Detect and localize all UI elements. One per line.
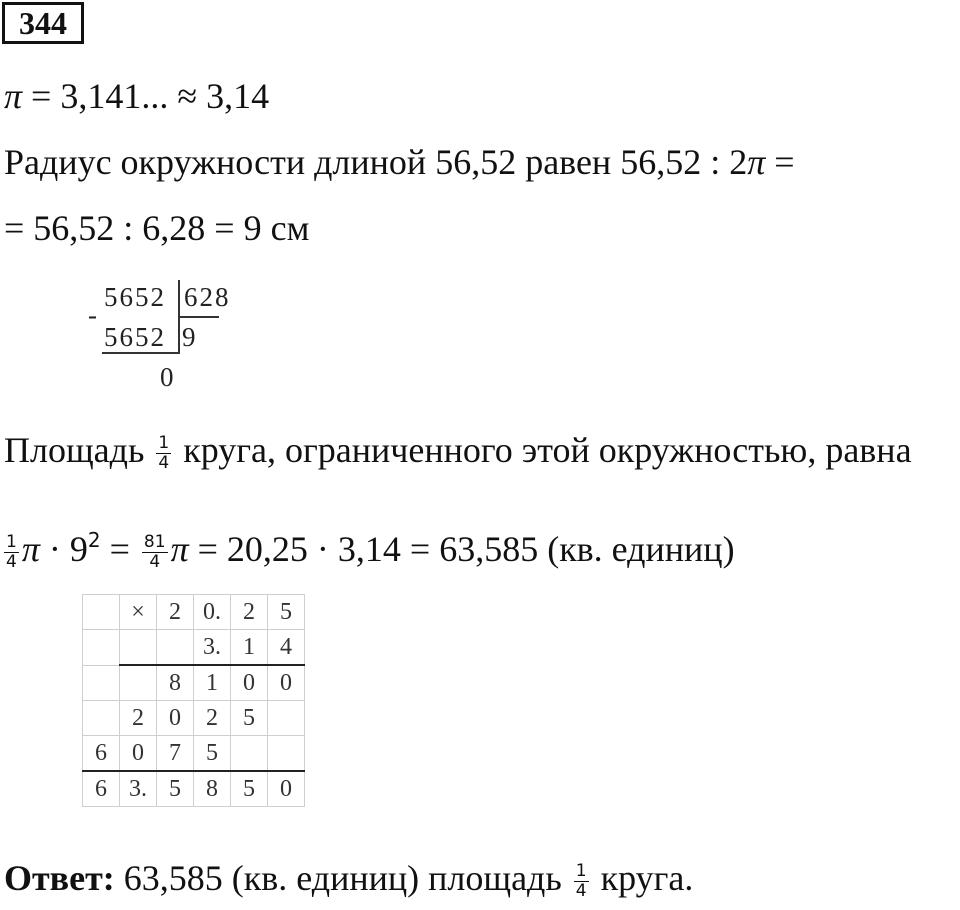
fraction-denominator: 4 (158, 453, 170, 474)
table-cell: 4 (268, 630, 305, 666)
fraction-one-quarter (156, 434, 171, 473)
table-cell: 0 (120, 736, 157, 772)
answer-line (4, 858, 693, 901)
radius-tail: = (765, 142, 795, 182)
table-cell: 5 (231, 771, 268, 807)
fraction-denominator: 4 (6, 552, 17, 573)
table-cell: × (120, 595, 157, 630)
pi-symbol: π (170, 529, 189, 569)
table-cell (83, 701, 120, 736)
division-quotient: 9 (182, 322, 198, 352)
table-cell: 6 (83, 736, 120, 772)
table-cell (83, 630, 120, 666)
table-cell: 1 (231, 630, 268, 666)
table-row (83, 701, 305, 736)
table-cell: 5 (194, 736, 231, 772)
exponent: 2 (87, 528, 101, 552)
area-intro-text: Площадь (4, 430, 145, 470)
division-divisor: 628 (184, 282, 231, 312)
table-cell (268, 736, 305, 772)
table-cell: 1 (194, 665, 231, 701)
table-cell (120, 630, 157, 666)
fraction-one-quarter (574, 862, 589, 901)
table-cell: 5 (231, 701, 268, 736)
table-cell (83, 665, 120, 701)
area-line-1 (4, 430, 912, 473)
problem-number: 344 (2, 2, 84, 44)
table-row (83, 771, 305, 807)
area-eq: = (100, 529, 139, 569)
table-row (83, 630, 305, 666)
table-cell: 5 (268, 595, 305, 630)
table-cell: 7 (157, 736, 194, 772)
pi-symbol: π (21, 529, 40, 569)
division-divisor-underline (179, 316, 219, 318)
table-cell: 3. (120, 771, 157, 807)
fraction-numerator: 81 (143, 532, 166, 553)
fraction-81-quarters (142, 533, 168, 572)
table-cell (231, 736, 268, 772)
area-result: = 20,25 · 3,14 = 63,585 (кв. единиц) (188, 529, 735, 569)
table-row (83, 665, 305, 701)
fraction-denominator: 4 (149, 552, 161, 573)
table-cell (157, 630, 194, 666)
table-cell: 2 (231, 595, 268, 630)
table-row (83, 736, 305, 772)
multiplication-table (82, 594, 305, 807)
table-cell: 8 (157, 665, 194, 701)
table-row (83, 595, 305, 630)
fraction-numerator: 1 (6, 532, 17, 553)
division-dividend: 5652 (104, 282, 166, 312)
division-subtrahend: 5652 (104, 322, 166, 352)
table-cell: 5 (157, 771, 194, 807)
answer-label: Ответ: (4, 858, 115, 898)
table-cell: 2 (194, 701, 231, 736)
fraction-denominator: 4 (575, 881, 587, 902)
radius-text: Радиус окружности длиной 56,52 равен 56,52 : 2 (4, 142, 748, 182)
table-cell (120, 665, 157, 701)
division-subtrahend-underline (102, 352, 180, 354)
table-cell: 3. (194, 630, 231, 666)
fraction-one-quarter (4, 533, 19, 572)
area-mid: · 9 (39, 529, 88, 569)
pi-symbol: π (4, 76, 23, 116)
fraction-numerator: 1 (158, 433, 170, 454)
table-cell: 0 (157, 701, 194, 736)
pi-symbol: π (747, 142, 766, 182)
table-cell: 0 (268, 771, 305, 807)
table-cell: 6 (83, 771, 120, 807)
radius-line-2: = 56,52 : 6,28 = 9 см (4, 208, 310, 248)
division-minus: - (88, 300, 99, 330)
table-cell (83, 595, 120, 630)
table-cell (268, 701, 305, 736)
area-line-2 (4, 520, 735, 572)
table-cell: 2 (120, 701, 157, 736)
table-cell: 2 (157, 595, 194, 630)
table-cell: 0 (268, 665, 305, 701)
table-cell: 8 (194, 771, 231, 807)
pi-approximation-line (4, 76, 269, 116)
table-cell: 0 (231, 665, 268, 701)
fraction-numerator: 1 (575, 861, 587, 882)
table-cell: 0. (194, 595, 231, 630)
area-intro-tail: круга, ограниченного этой окружностью, равна (183, 430, 912, 470)
division-remainder: 0 (160, 362, 176, 392)
radius-line-1 (4, 142, 795, 182)
answer-tail: круга. (600, 858, 694, 898)
pi-approximation-text: = 3,141... ≈ 3,14 (22, 76, 270, 116)
answer-text: 63,585 (кв. единиц) площадь (114, 858, 562, 898)
